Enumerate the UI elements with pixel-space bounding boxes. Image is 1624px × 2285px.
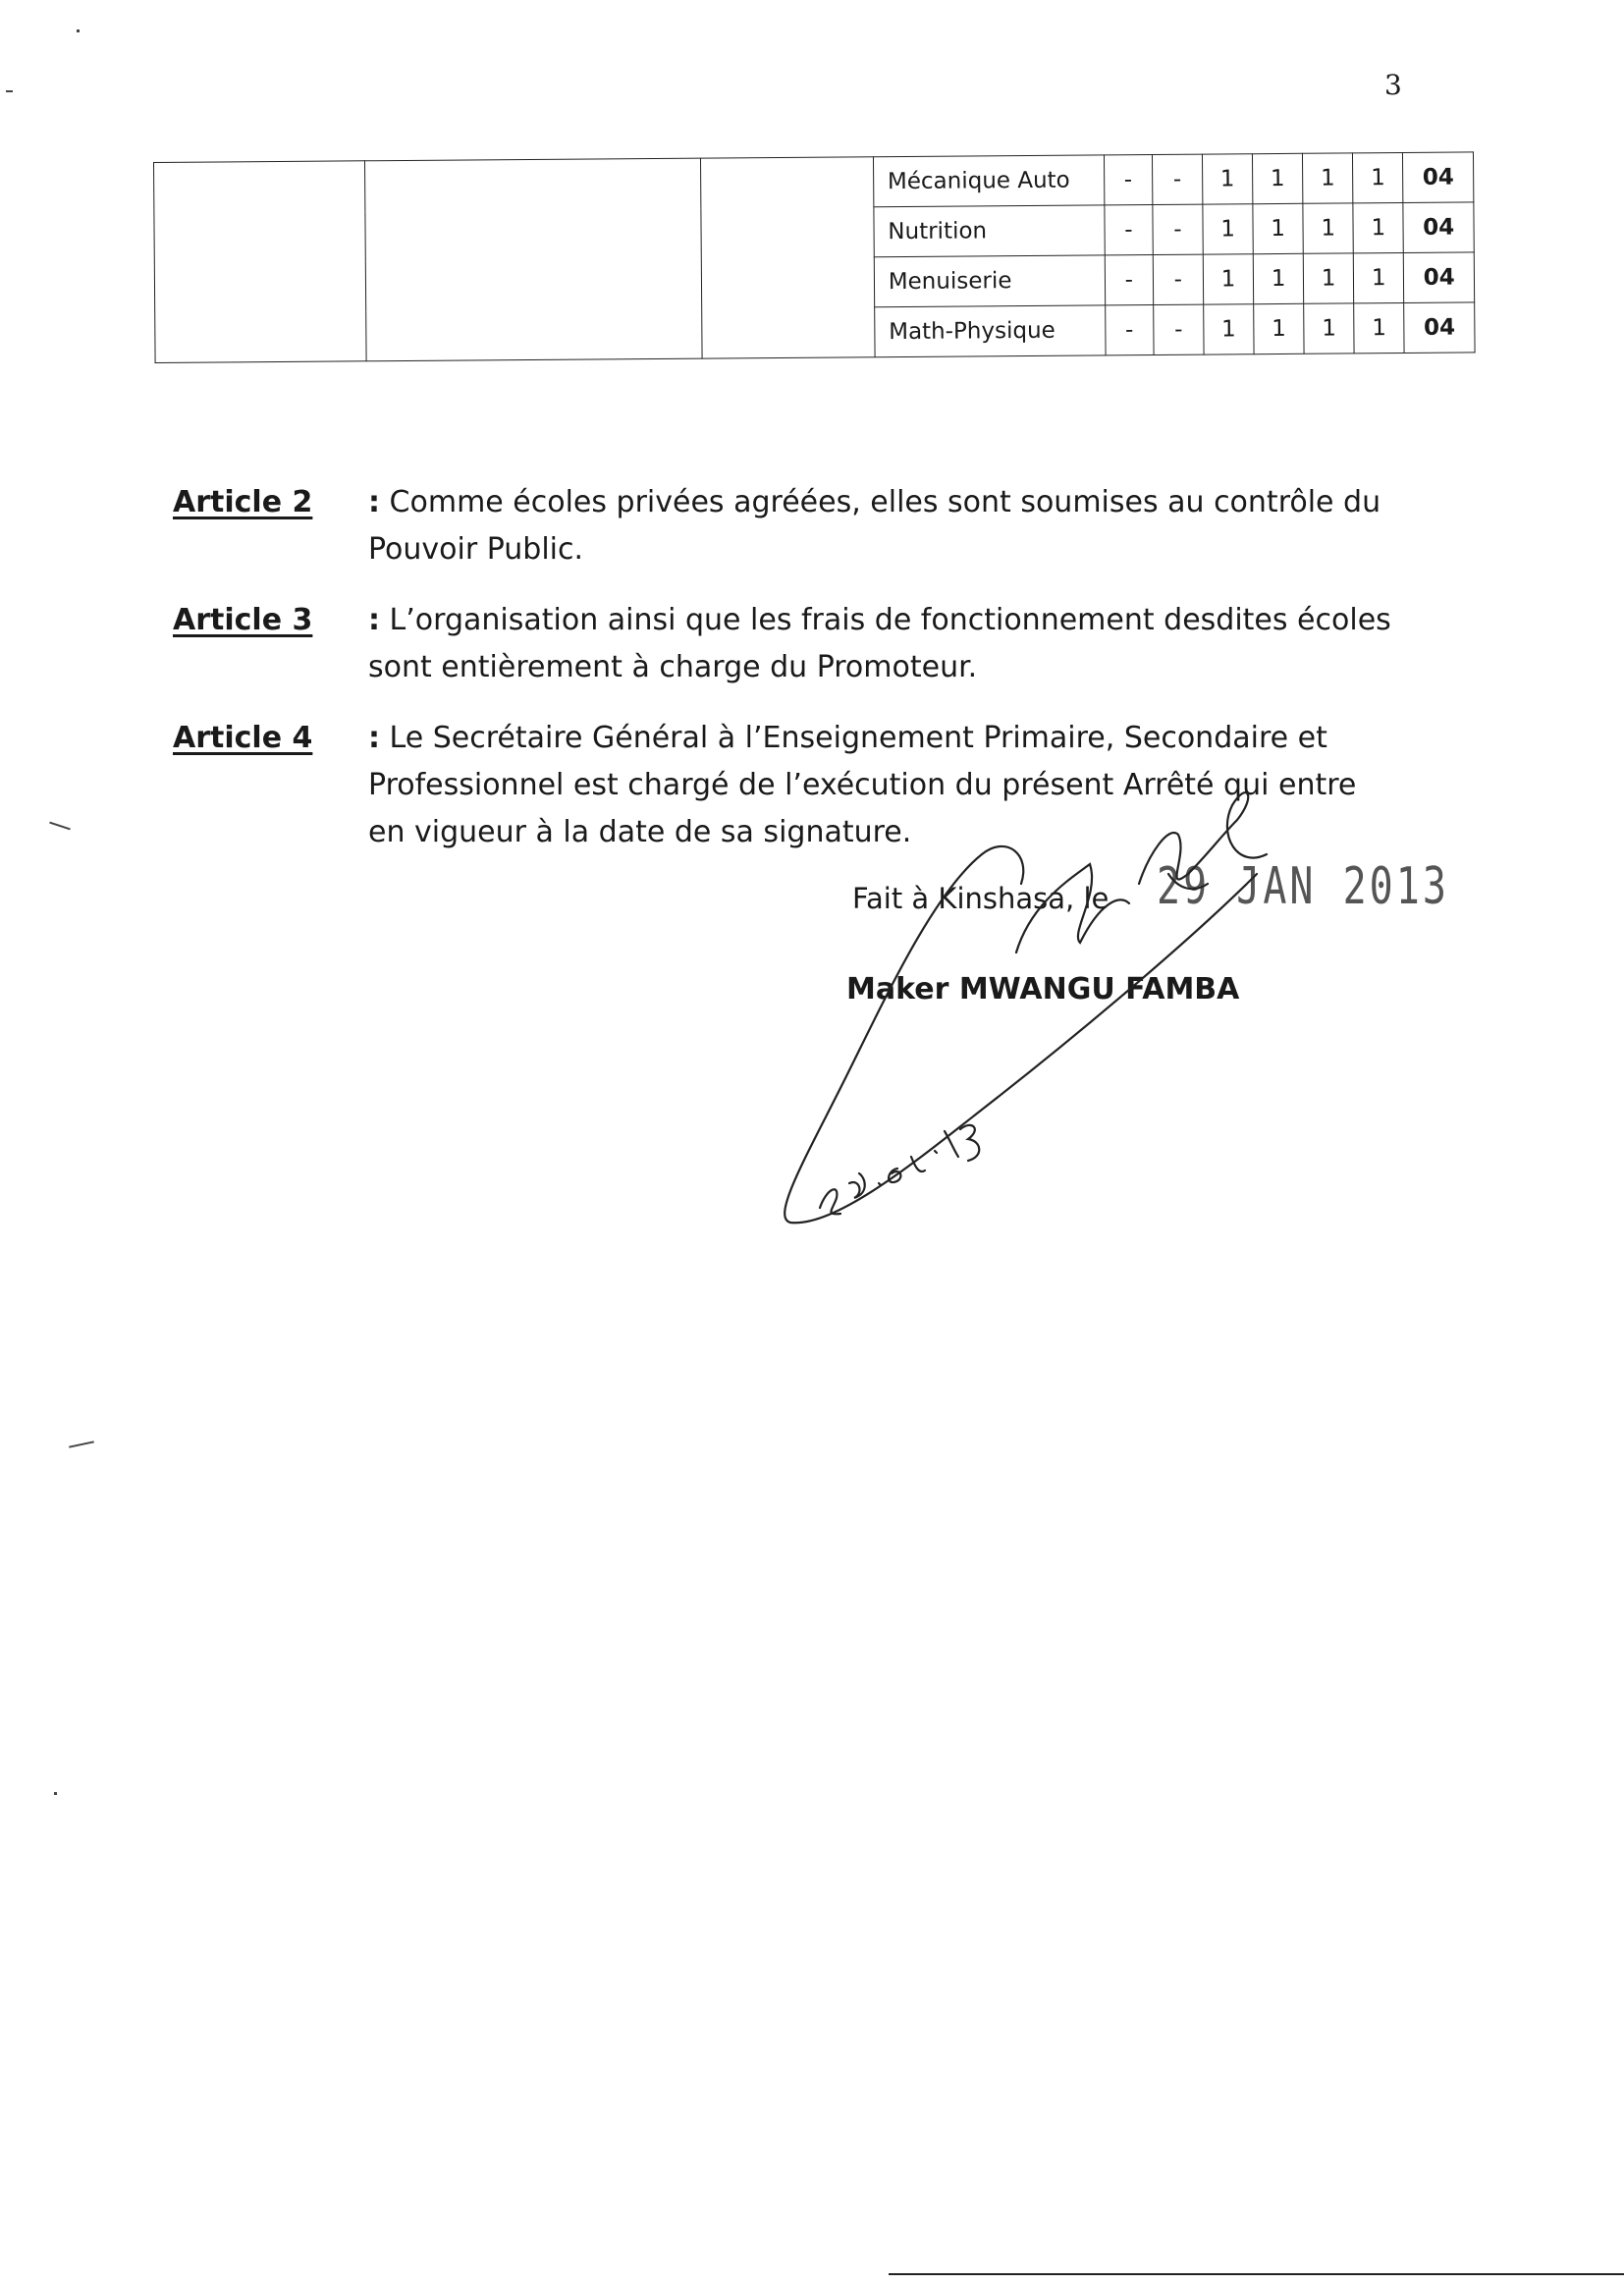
count-cell: 1: [1303, 253, 1353, 303]
article-label: Article 2: [173, 485, 313, 519]
article-text: [368, 479, 1394, 573]
count-cell: 1: [1303, 203, 1353, 253]
article-label: Article 4: [173, 721, 313, 755]
empty-cell: [700, 157, 874, 358]
count-cell: -: [1105, 255, 1153, 305]
handwritten-signature: [776, 786, 1443, 1257]
count-cell: -: [1105, 205, 1153, 255]
article-label: Article 3: [173, 603, 313, 637]
scan-speck: [49, 822, 71, 831]
count-cell: -: [1154, 304, 1204, 354]
count-cell: 1: [1253, 153, 1303, 203]
count-cell: -: [1104, 155, 1152, 205]
total-cell: 04: [1403, 202, 1474, 253]
scan-speck: [69, 1441, 94, 1447]
article-text: [368, 597, 1394, 691]
scan-speck: [6, 90, 13, 92]
count-cell: 1: [1253, 203, 1303, 253]
count-cell: 1: [1203, 204, 1253, 254]
article-body: L’organisation ainsi que les frais de fonctionnement desdites écoles sont entièrement à charge du Promoteur.: [368, 603, 1391, 684]
place-date-line: Fait à Kinshasa, le: [852, 882, 1110, 915]
count-cell: 1: [1303, 153, 1353, 203]
count-cell: -: [1106, 305, 1154, 355]
count-cell: 1: [1204, 304, 1254, 354]
option-name-cell: Menuiserie: [874, 255, 1105, 307]
total-cell: 04: [1403, 152, 1474, 203]
count-cell: 1: [1304, 303, 1354, 354]
count-cell: 1: [1254, 303, 1304, 354]
article-colon: :: [368, 485, 380, 519]
count-cell: -: [1152, 154, 1202, 204]
table-body: [154, 152, 1476, 363]
count-cell: -: [1153, 254, 1203, 304]
options-table: [153, 151, 1476, 363]
total-cell: 04: [1404, 252, 1475, 303]
article-body: Comme écoles privées agréées, elles sont soumises au contrôle du Pouvoir Public.: [368, 485, 1381, 567]
count-cell: 1: [1353, 203, 1403, 253]
option-name-cell: Mécanique Auto: [873, 155, 1104, 207]
scan-speck: [77, 29, 80, 32]
count-cell: -: [1153, 204, 1203, 254]
footer-rule: [889, 2273, 1624, 2275]
empty-cell: [364, 158, 702, 361]
count-cell: 1: [1203, 254, 1253, 304]
date-stamp: 29 JAN 2013: [1157, 857, 1449, 916]
empty-cell: [154, 161, 366, 363]
article-colon: :: [368, 603, 380, 637]
count-cell: 1: [1202, 154, 1252, 204]
article-body: Le Secrétaire Général à l’Enseignement Primaire, Secondaire et Professionnel est chargé de l’exécution du présent Arrêté qui entre en vigueur à la date de sa signature.: [368, 721, 1357, 849]
count-cell: 1: [1253, 253, 1303, 303]
total-cell: 04: [1404, 302, 1475, 354]
option-name-cell: Math-Physique: [874, 305, 1105, 357]
scan-speck: [54, 1792, 57, 1795]
signatory-name: Maker MWANGU FAMBA: [846, 972, 1240, 1006]
article-2: [167, 479, 1394, 573]
article-colon: :: [368, 721, 380, 755]
article-3: [167, 597, 1394, 691]
count-cell: 1: [1354, 302, 1404, 353]
page-number: 3: [1384, 69, 1402, 101]
count-cell: 1: [1354, 252, 1404, 302]
option-name-cell: Nutrition: [874, 205, 1105, 257]
count-cell: 1: [1353, 153, 1403, 203]
